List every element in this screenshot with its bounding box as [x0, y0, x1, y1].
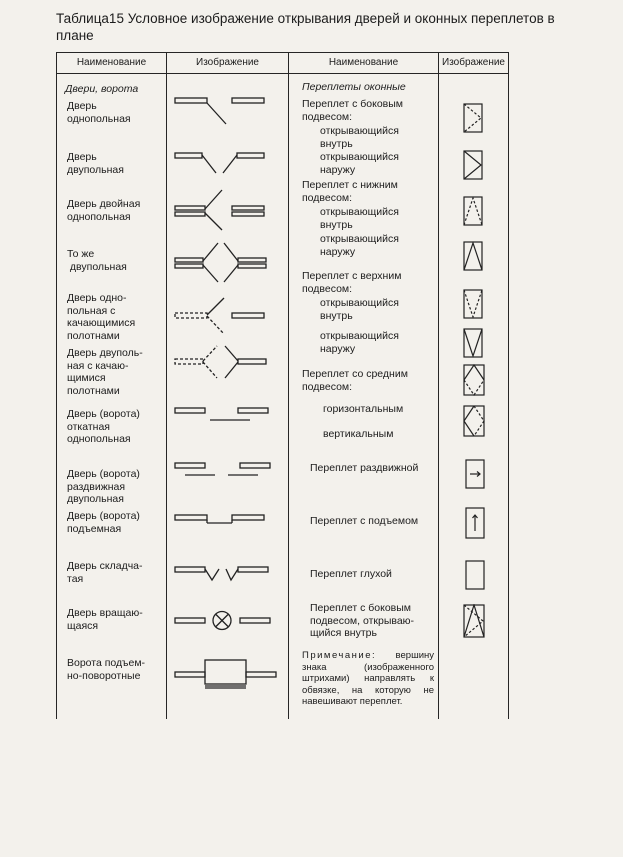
- window-text-16: Переплет с боковым подвесом, открываю- щийся внутрь: [310, 602, 415, 639]
- door-label-5: Дверь одно- польная с качающимися полотнами: [67, 292, 136, 342]
- door-label-4: То же двупольная: [67, 248, 127, 273]
- section-windows: Переплеты оконные: [302, 81, 406, 93]
- table-top-border: [56, 52, 509, 53]
- window-text-14: Переплет с подъемом: [310, 515, 419, 527]
- center-pivot-vertical-symbol: [463, 405, 485, 437]
- window-text-11: горизонтальным: [323, 403, 404, 415]
- window-text-5: открывающийся внутрь: [320, 206, 399, 231]
- note-body: вершину знака (изображенного штрихами) направлять к обвязке, на которую не навешивают переплет.: [302, 650, 434, 707]
- door-label-7: Дверь (ворота) откатная однопольная: [67, 408, 140, 445]
- bottom-hung-outward-symbol: [463, 241, 483, 271]
- note: [302, 650, 434, 708]
- right-border: [508, 52, 509, 719]
- divider-3: [438, 52, 439, 719]
- section-doors: Двери, ворота: [65, 83, 139, 95]
- door-label-9: Дверь (ворота) подъемная: [67, 510, 140, 535]
- window-text-6: открывающийся наружу: [320, 233, 399, 258]
- lift-door-symbol: [170, 505, 284, 535]
- window-text-15: Переплет глухой: [310, 568, 392, 580]
- door-label-6: Дверь двуполь- ная с качаю- щимися полотнами: [67, 347, 143, 397]
- swinging-double-door-symbol: [170, 340, 284, 385]
- door-label-10: Дверь складча- тая: [67, 560, 143, 585]
- header-name-right: Наименование: [328, 57, 399, 68]
- sliding-double-door-symbol: [170, 455, 284, 485]
- folding-door-symbol: [170, 560, 284, 590]
- center-pivot-horizontal-symbol: [463, 364, 485, 396]
- window-text-1: Переплет с боковым подвесом:: [302, 98, 404, 123]
- window-text-10: Переплет со средним подвесом:: [302, 368, 408, 393]
- door-label-1: Дверь однопольная: [67, 100, 131, 125]
- top-hung-outward-symbol: [463, 328, 483, 358]
- window-text-7: Переплет с верхним подвесом:: [302, 270, 402, 295]
- divider-1: [166, 52, 167, 719]
- window-text-9: открывающийся наружу: [320, 330, 399, 355]
- door-label-2: Дверь двупольная: [67, 151, 124, 176]
- side-hung-inward-variant-symbol: [463, 604, 485, 638]
- window-text-13: Переплет раздвижной: [310, 462, 419, 474]
- sliding-sash-symbol: [465, 459, 485, 489]
- lifting-sash-symbol: [465, 507, 485, 539]
- divider-2: [288, 52, 289, 719]
- window-text-12: вертикальным: [323, 428, 394, 440]
- door-label-12: Ворота подъем- но-поворотные: [67, 657, 146, 682]
- door-label-8: Дверь (ворота) раздвижная двупольная: [67, 468, 140, 505]
- window-text-8: открывающийся внутрь: [320, 297, 399, 322]
- sliding-single-door-symbol: [170, 400, 284, 430]
- left-border: [56, 52, 57, 719]
- header-name-left: Наименование: [76, 57, 147, 68]
- double-door-symbol: [170, 145, 284, 185]
- side-hung-inward-symbol: [463, 103, 483, 133]
- table-title: Таблица15 Условное изображение открывания дверей и оконных переплетов в плане: [56, 11, 555, 43]
- door-label-3: Дверь двойная однопольная: [67, 198, 141, 223]
- note-head: Примечание:: [302, 650, 377, 661]
- single-door-symbol: [170, 92, 284, 132]
- revolving-door-symbol: [170, 605, 284, 637]
- header-bottom-border: [56, 73, 509, 74]
- fixed-sash-symbol: [465, 560, 485, 590]
- swinging-single-door-symbol: [170, 294, 284, 339]
- door-label-11: Дверь вращаю- щаяся: [67, 607, 143, 632]
- header-image-right: Изображение: [442, 57, 505, 68]
- window-text-4: Переплет с нижним подвесом:: [302, 179, 398, 204]
- header-image-left: Изображение: [196, 57, 259, 68]
- window-text-2: открывающийся внутрь: [320, 125, 399, 150]
- side-hung-outward-symbol: [463, 150, 483, 180]
- double-single-door-symbol: [170, 188, 284, 233]
- top-hung-inward-symbol: [463, 289, 483, 319]
- window-text-3: открывающийся наружу: [320, 151, 399, 176]
- bottom-hung-inward-symbol: [463, 196, 483, 226]
- lift-swing-gate-symbol: [170, 655, 284, 695]
- double-double-door-symbol: [170, 240, 284, 285]
